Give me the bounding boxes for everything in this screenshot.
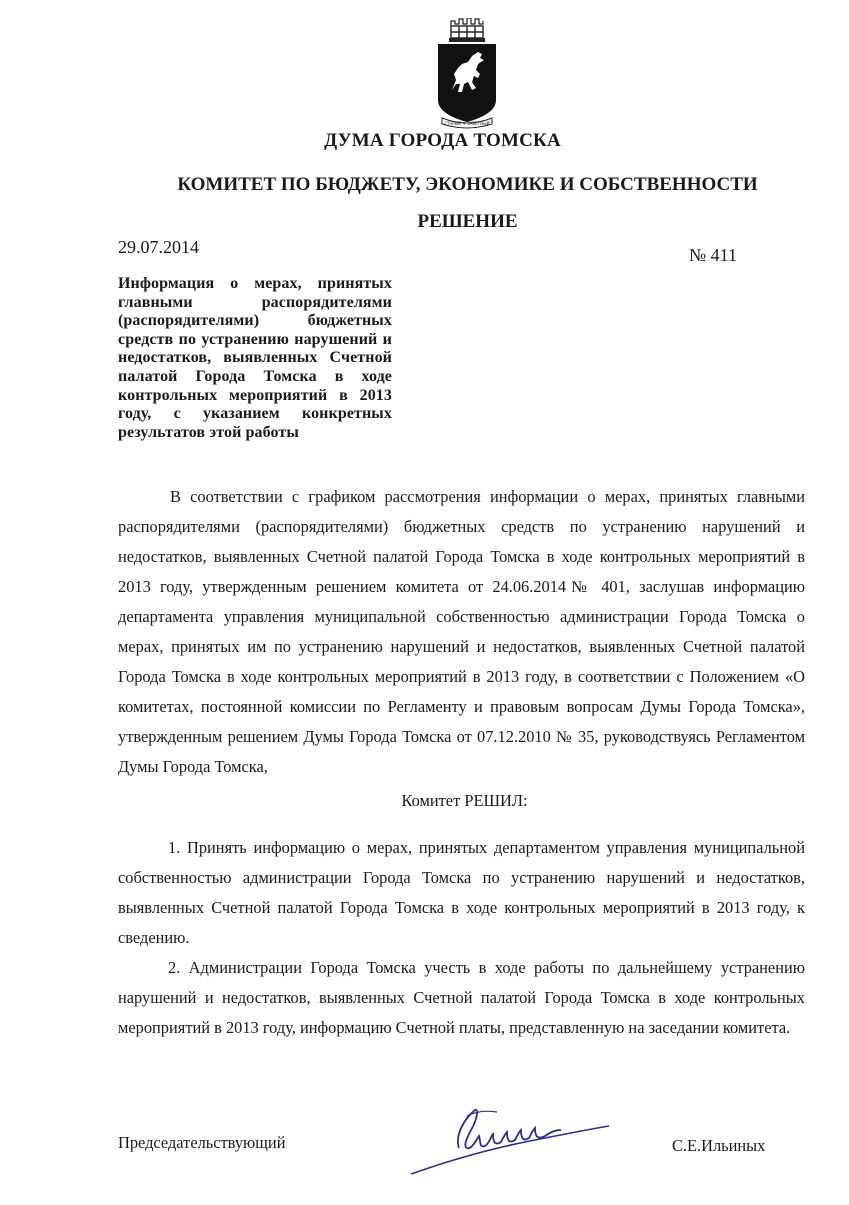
decision-item-1: 1. Принять информацию о мерах, принятых департаментом управления муниципальной собственностью администрации Города Томска по устранению нарушений и недостатков, выявленных Счетной палатой Города Томска в ходе контрольных мероприятий в 2013 году, к сведению. (118, 838, 805, 947)
signer-title: Председательствующий (118, 1133, 286, 1152)
document-number: № 411 (689, 245, 738, 265)
document-date: 29.07.2014 (118, 237, 199, 257)
handwritten-signature-icon (405, 1096, 613, 1182)
preamble-paragraph: В соответствии с графиком рассмотрения информации о мерах, принятых главными распорядителями (распорядителями) бюджетных средств по устранению нарушений и недостатков, выявленных Счетной палатой Города Томска в ходе контрольных мероприятий в 2013 году, утвержденным решением комитета от 24.06.2014№ 401, заслушав информацию департамента управления муниципальной собственностью администрации Города Томска о мерах, принятых им по устранению нарушений и недостатков, выявленных Счетной палатой Города Томска в ходе контрольных мероприятий в 2013 году, в соответствии с Положением «О комитетах, постоянной комиссии по Регламенту и правовым вопросам Думы Города Томска», утвержденным решением Думы Города Томска от 07.12.2010 № 35, руководствуясь Регламентом Думы Города Томска, (118, 487, 805, 776)
city-emblem-icon (434, 18, 500, 130)
document-subject: Информация о мерах, принятых главными распорядителями (распорядителями) бюджетных средств по устранению нарушений и недостатков, выявленных Счетной палатой Города Томска в ходе контрольных мероприятий в 2013 году, с указанием конкретных результатов этой работы (118, 275, 392, 441)
organization-title: ДУМА ГОРОДА ТОМСКА (324, 130, 561, 151)
emblem-motto: СТАРЫЙ + ЗАВЕТНЫЙ (444, 121, 490, 126)
resolved-heading: Комитет РЕШИЛ: (401, 791, 528, 810)
committee-title: КОМИТЕТ ПО БЮДЖЕТУ, ЭКОНОМИКЕ И СОБСТВЕННОСТИ (177, 174, 758, 195)
decision-item-2: 2. Администрации Города Томска учесть в ходе работы по дальнейшему устранению нарушений и недостатков, выявленных Счетной палатой Города Томска в ходе контрольных мероприятий в 2013 году, информацию Счетной платы, представленную на заседании комитета. (118, 958, 805, 1037)
document-type: РЕШЕНИЕ (417, 211, 518, 232)
signer-name: С.Е.Ильиных (672, 1136, 766, 1155)
